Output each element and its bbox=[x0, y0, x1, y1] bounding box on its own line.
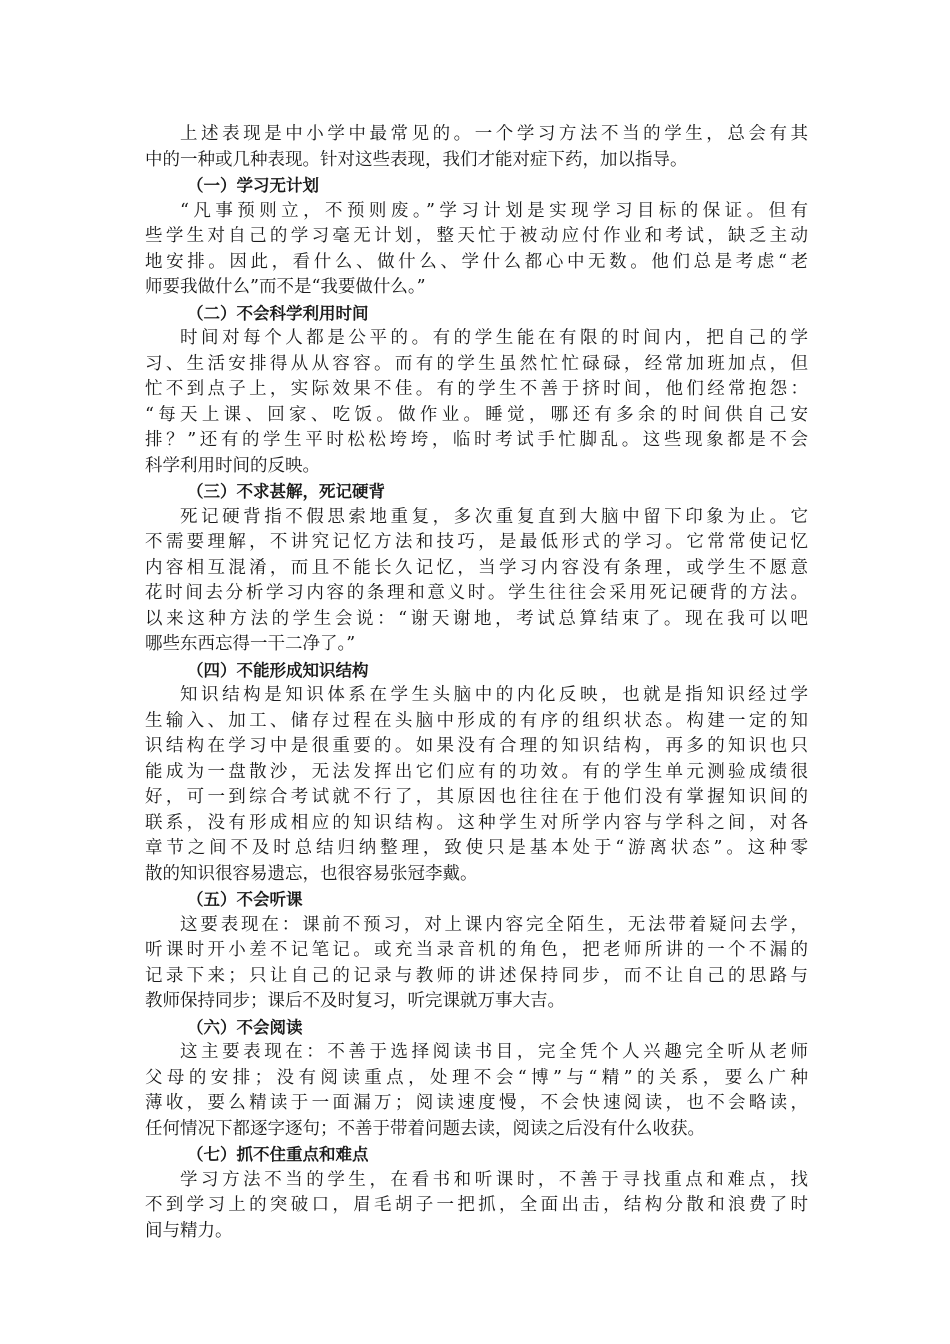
paragraph-line: 不到学习上的突破口，眉毛胡子一把抓，全面出击，结构分散和浪费了时 bbox=[145, 1195, 808, 1215]
section-6 bbox=[145, 1015, 808, 1143]
paragraph-line: 上述表现是中小学中最常见的。一个学习方法不当的学生，总会有其 bbox=[180, 124, 808, 144]
paragraph-line: 章节之间不及时总结归纳整理，致使只是基本处于“游离状态”。这种零 bbox=[145, 838, 808, 858]
paragraph-line: 记录下来；只让自己的记录与教师的讲述保持同步，而不让自己的思路与 bbox=[145, 965, 808, 986]
paragraph-line: 习、生活安排得从从容容。而有的学生虽然忙忙碌碌，经常加班加点，但 bbox=[145, 353, 808, 374]
paragraph-line: “每天上课、回家、吃饭。做作业。睡觉，哪还有多余的时间供自己安 bbox=[145, 404, 808, 425]
paragraph-line: 死记硬背指不假思索地重复，多次重复直到大脑中留下印象为止。它 bbox=[180, 506, 808, 527]
section-heading: （一）学习无计划 bbox=[187, 176, 319, 195]
section-heading: （六）不会阅读 bbox=[187, 1017, 303, 1037]
intro-paragraph bbox=[145, 122, 808, 173]
paragraph-line: 散的知识很容易遗忘，也很容易张冠李戴。 bbox=[145, 863, 478, 884]
paragraph-line: 这要表现在：课前不预习，对上课内容完全陌生，无法带着疑问去学， bbox=[180, 914, 808, 935]
section-7 bbox=[145, 1142, 808, 1244]
paragraph-line: 内容相互混淆，而且不能长久记忆，当学习内容没有条理，或学生不愿意 bbox=[145, 557, 808, 578]
paragraph-line: 这主要表现在：不善于选择阅读书目，完全凭个人兴趣完全听从老师 bbox=[180, 1042, 808, 1062]
paragraph-line: 科学利用时间的反映。 bbox=[145, 455, 320, 476]
paragraph-line: 识结构在学习中是很重要的。如果没有合理的知识结构，再多的知识也只 bbox=[145, 736, 808, 756]
paragraph-line: 薄收，要么精读于一面漏万；阅读速度慢，不会快速阅读，也不会略读， bbox=[145, 1093, 808, 1113]
document-page bbox=[145, 122, 808, 1244]
paragraph-line: 哪些东西忘得一干二净了。” bbox=[145, 634, 356, 654]
paragraph-line: 学习方法不当的学生，在看书和听课时，不善于寻找重点和难点，找 bbox=[180, 1169, 808, 1190]
section-heading: （二）不会科学利用时间 bbox=[187, 303, 369, 323]
paragraph-line: 师要我做什么”而不是“我要做什么。” bbox=[145, 277, 426, 297]
section-5 bbox=[145, 887, 808, 1015]
section-1 bbox=[145, 173, 808, 301]
paragraph-line: 些学生对自己的学习毫无计划，整天忙于被动应付作业和考试，缺乏主动 bbox=[145, 226, 808, 246]
paragraph-line: 不需要理解，不讲究记忆方法和技巧，是最低形式的学习。它常常使记忆 bbox=[145, 532, 808, 552]
section-2 bbox=[145, 301, 808, 480]
paragraph-line: 任何情况下都逐字逐句；不善于带着问题去读，阅读之后没有什么收获。 bbox=[145, 1118, 705, 1139]
section-heading: （七）抓不住重点和难点 bbox=[187, 1145, 369, 1164]
paragraph-line: 教师保持同步；课后不及时复习，听完课就万事大吉。 bbox=[145, 991, 565, 1011]
paragraph-line: 生输入、加工、储存过程在头脑中形成的有序的组织状态。构建一定的知 bbox=[145, 710, 808, 731]
paragraph-line: 地安排。因此，看什么、做什么、学什么都心中无数。他们总是考虑“老 bbox=[145, 251, 808, 272]
paragraph-line: 听课时开小差不记笔记。或充当录音机的角色，把老师所讲的一个不漏的 bbox=[145, 940, 808, 960]
paragraph-line: 能成为一盘散沙，无法发挥出它们应有的功效。有的学生单元测验成绩很 bbox=[145, 761, 808, 782]
section-3 bbox=[145, 479, 808, 658]
paragraph-line: 中的一种或几种表现。针对这些表现，我们才能对症下药，加以指导。 bbox=[145, 149, 688, 170]
paragraph-line: 联系，没有形成相应的知识结构。这种学生对所学内容与学科之间，对各 bbox=[145, 812, 808, 833]
section-heading: （三）不求甚解，死记硬背 bbox=[187, 482, 385, 501]
paragraph-line: 间与精力。 bbox=[145, 1220, 233, 1241]
section-heading: （四）不能形成知识结构 bbox=[187, 660, 369, 680]
paragraph-line: 时间对每个人都是公平的。有的学生能在有限的时间内，把自己的学 bbox=[180, 328, 808, 348]
paragraph-line: 好，可一到综合考试就不行了，其原因也往往在于他们没有掌握知识间的 bbox=[145, 787, 808, 807]
paragraph-line: 父母的安排；没有阅读重点，处理不会“博”与“精”的关系，要么广种 bbox=[145, 1067, 808, 1088]
paragraph-line: 花时间去分析学习内容的条理和意义时。学生往往会采用死记硬背的方法。 bbox=[145, 583, 808, 603]
section-4 bbox=[145, 658, 808, 888]
paragraph-line: “凡事预则立，不预则废。”学习计划是实现学习目标的保证。但有 bbox=[180, 200, 808, 221]
paragraph-line: 排？”还有的学生平时松松垮垮，临时考试手忙脚乱。这些现象都是不会 bbox=[145, 430, 808, 450]
paragraph-line: 忙不到点子上，实际效果不佳。有的学生不善于挤时间，他们经常抱怨： bbox=[145, 379, 808, 399]
section-heading: （五）不会听课 bbox=[187, 890, 303, 909]
paragraph-line: 知识结构是知识体系在学生头脑中的内化反映，也就是指知识经过学 bbox=[180, 685, 808, 705]
paragraph-line: 以来这种方法的学生会说：“谢天谢地，考试总算结束了。现在我可以吧 bbox=[145, 608, 808, 629]
